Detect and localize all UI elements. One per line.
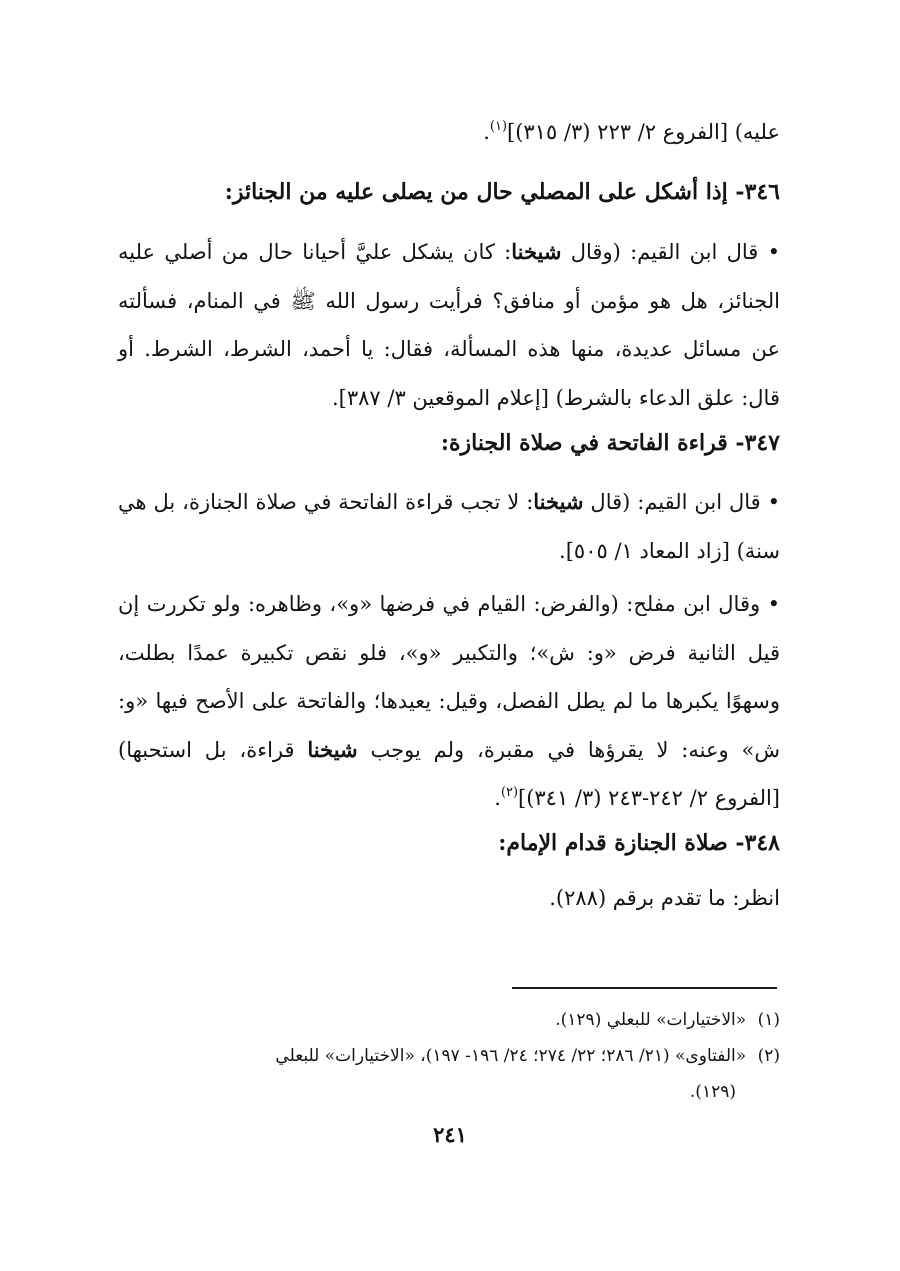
entry-347-paragraph-1: • قال ابن القيم: (قال شيخنا: لا تجب قراءة الفاتحة في صلاة الجنازة، بل هي سنة) [زاد المعاد ١/ ٥٠٥]. — [118, 489, 780, 563]
entry-345-tail: عليه) [الفروع ٢/ ٢٢٣ (٣/ ٣١٥)]$^{(١)}$. — [483, 119, 780, 144]
footnote-1-text: «الاختيارات» للبعلي (١٢٩). — [555, 1010, 747, 1030]
sheikh-term: شيخنا — [533, 489, 584, 514]
footnote-marker-1[interactable]: (١) — [489, 119, 508, 134]
footnote-2 — [118, 1038, 780, 1074]
footnote-1-number: (١) — [757, 1010, 780, 1030]
entry-346-paragraph: • قال ابن القيم: (وقال شيخنا: كان يشكل عليَّ أحيانا حال من أصلي عليه الجنائز، هل هو مؤمن أو منافق؟ فرأيت رسول الله ﷺ في المنام، فسألته عن مسائل عديدة، منها هذه المسألة، فقال: يا أحمد، الشرط، الشرط. أو قال: علق الدعاء بالشرط) [إعلام الموقعين ٣/ ٣٨٧]. — [118, 239, 780, 410]
footnote-1 — [118, 1002, 780, 1038]
entry-345-tail-text: عليه) [الفروع ٢/ ٢٢٣ (٣/ ٣١٥)] — [507, 120, 780, 144]
sheikh-term: شيخنا — [511, 239, 562, 264]
footnote-2-continuation: (١٢٩). — [689, 1082, 736, 1102]
entry-347-paragraph-2: • وقال ابن مفلح: (والفرض: القيام في فرضها «و»، وظاهره: ولو تكررت إن قيل الثانية فرض «و: ش»؛ والتكبير «و»، فلو نقص تكبيرة عمدًا بطلت، وسهوًا يكبرها ما لم يطل الفصل، وقيل: يعيدها؛ والفاتحة على الأصح فيها «و: ش» وعنه: لا يقرؤها في مقبرة، ولم يوجب شيخنا قراءة، بل استحبها) [الفروع ٢/ ٢٤٢-٢٤٣ (٣/ ٣٤١)]$^{(٢)}$. — [118, 592, 780, 810]
footnote-2-number: (٢) — [757, 1046, 780, 1066]
entry-347-heading: ٣٤٧- قراءة الفاتحة في صلاة الجنازة: — [440, 430, 780, 456]
entry-348-text: انظر: ما تقدم برقم (٢٨٨). — [549, 886, 780, 910]
entry-346-heading: ٣٤٦- إذا أشكل على المصلي حال من يصلى عليه من الجنائز: — [224, 179, 780, 205]
footnote-divider — [512, 987, 777, 989]
sheikh-term: شيخنا — [307, 736, 358, 762]
footnote-2-text: «الفتاوى» (٢١/ ٢٨٦؛ ٢٢/ ٢٧٤؛ ٢٤/ ١٩٦- ١٩٧)، «الاختيارات» للبعلي — [275, 1046, 747, 1066]
footnotes — [118, 1002, 780, 1110]
page-number: ٢٤١ — [433, 1122, 467, 1147]
entry-348-heading: ٣٤٨- صلاة الجنازة قدام الإمام: — [498, 830, 780, 856]
footnote-marker-2[interactable]: (٢) — [500, 785, 519, 800]
